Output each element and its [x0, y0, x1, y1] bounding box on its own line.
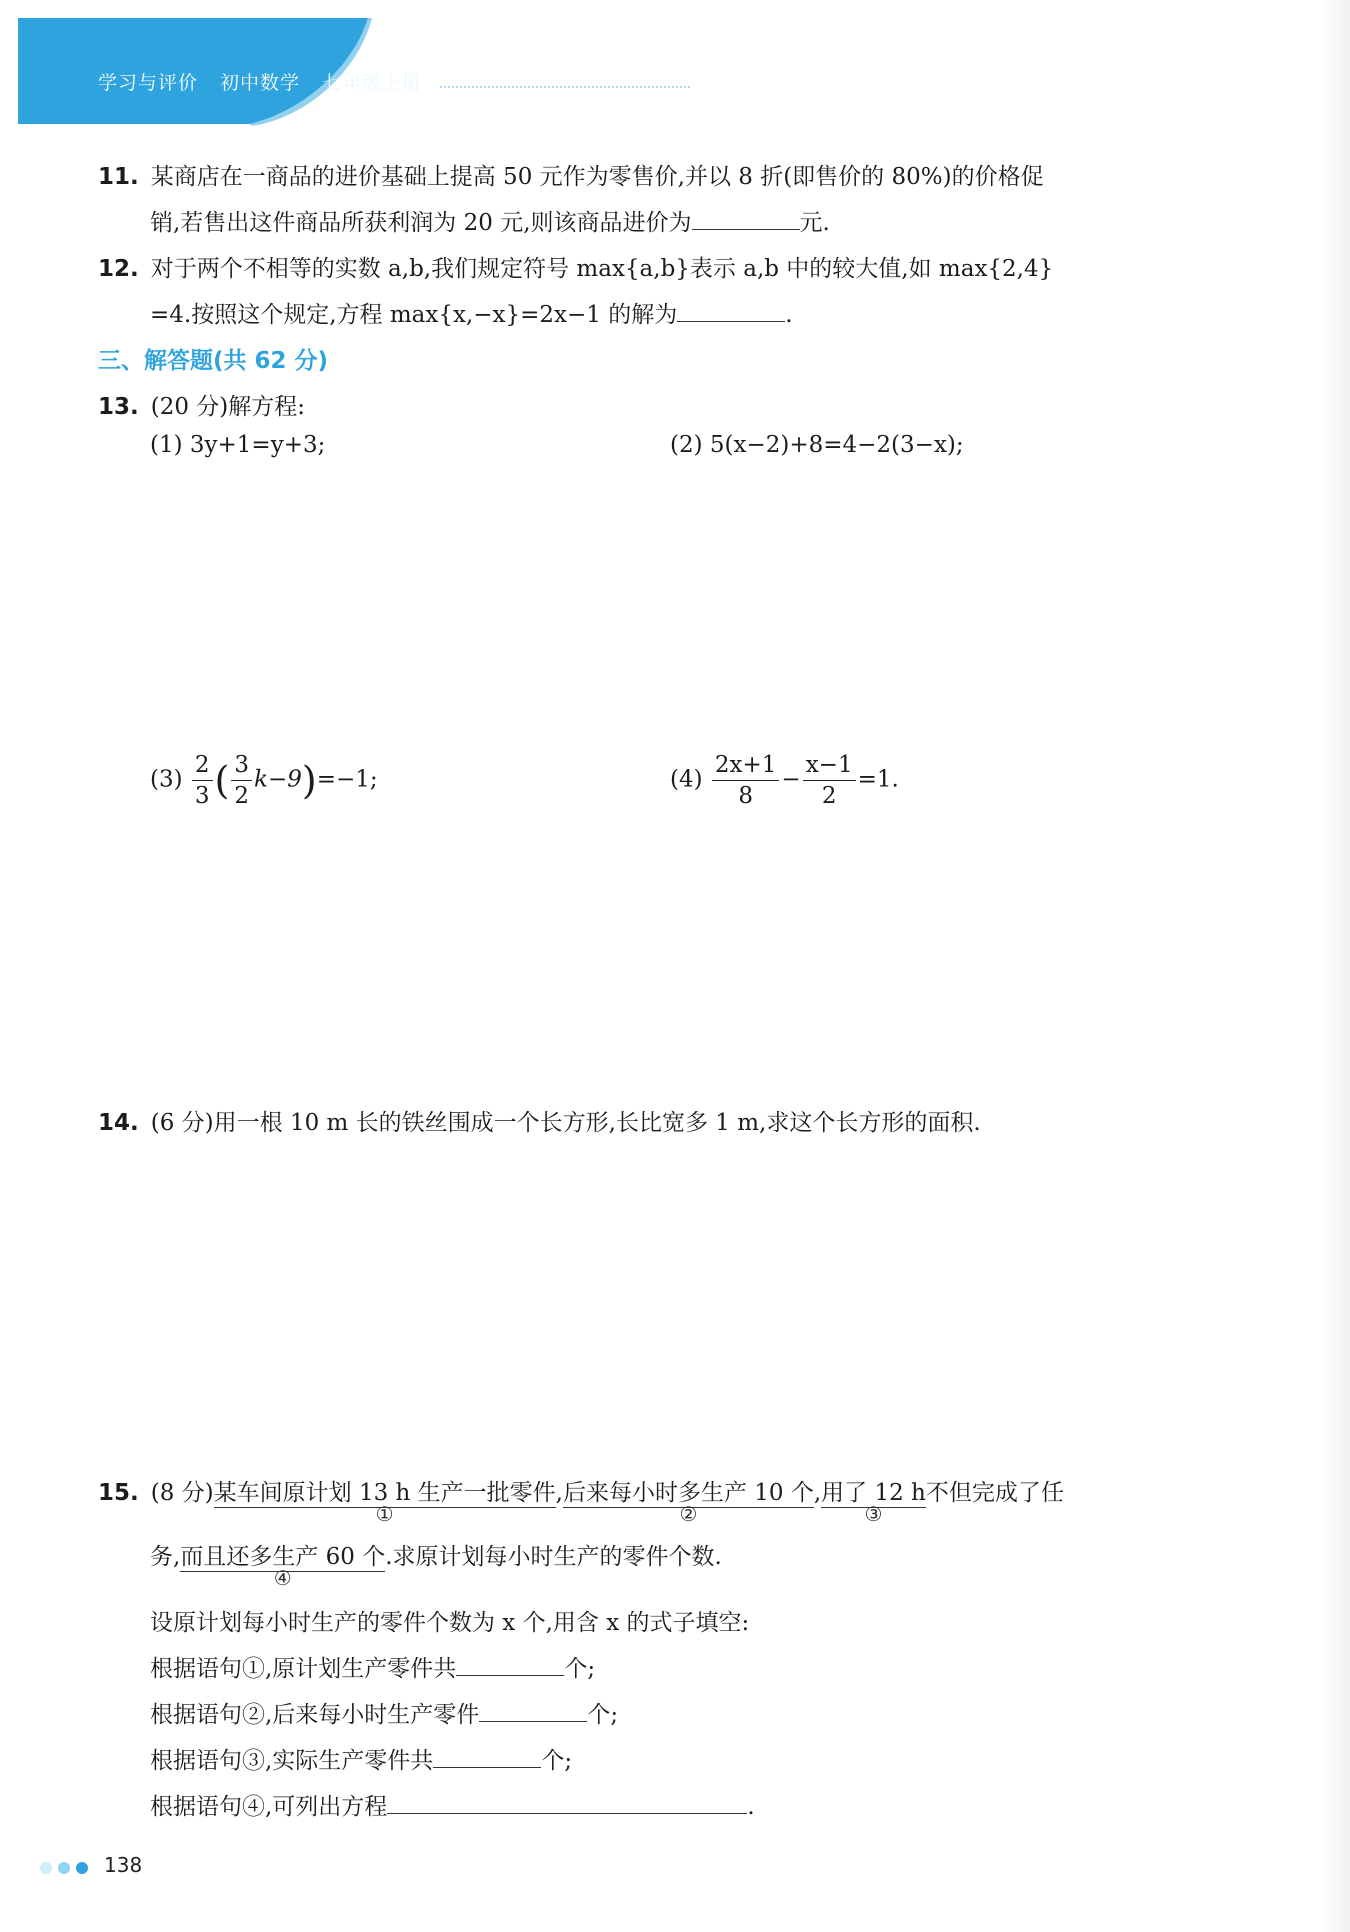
q11-unit: 元. — [799, 210, 830, 236]
q11-text-line1: 某商店在一商品的进价基础上提高 50 元作为零售价,并以 8 折(即售价的 80%)的价格促 — [150, 164, 1044, 190]
section-title: 三、解答题(共 62 分) — [98, 348, 329, 374]
fraction-denominator: 2 — [234, 783, 250, 809]
q15-line1 — [98, 1474, 1064, 1526]
fraction-numerator: x−1 — [803, 750, 856, 781]
header-band — [0, 0, 1350, 140]
q12-text-line2: =4.按照这个规定,方程 max{x,−x}=2x−1 的解为 — [150, 302, 678, 328]
q15-fill-1-text: 根据语句①,原计划生产零件共 — [150, 1656, 457, 1682]
q15-line2-tail: .求原计划每小时生产的零件个数. — [385, 1544, 722, 1570]
q15-number: 15. — [98, 1480, 139, 1506]
fraction-denominator: 8 — [738, 783, 753, 809]
q15-fill-2-blank[interactable] — [479, 1699, 587, 1722]
q12-number: 12. — [98, 256, 139, 282]
q15-statement-1-text: 某车间原计划 13 h 生产一批零件 — [213, 1480, 556, 1506]
q12-line2 — [150, 296, 793, 329]
q11-line1 — [98, 158, 1044, 191]
q14-text: (6 分)用一根 10 m 长的铁丝围成一个长方形,长比宽多 1 m,求这个长方形的面积. — [150, 1110, 981, 1136]
q15-fill-3-blank[interactable] — [433, 1745, 541, 1768]
fraction-denominator: 2 — [821, 783, 837, 809]
fraction-numerator: 2 — [192, 750, 213, 781]
q13-part4-fraction1 — [712, 750, 780, 811]
header-dotted-line — [440, 86, 690, 90]
q12-text-line1: 对于两个不相等的实数 a,b,我们规定符号 max{a,b}表示 a,b 中的较大值,如 max{2,4} — [150, 256, 1054, 282]
q13-part3-fraction-inner — [231, 750, 252, 811]
q11-number: 11. — [98, 164, 139, 190]
q13-part4-rhs: =1. — [857, 766, 899, 793]
q15-marker-1: ① — [375, 1502, 394, 1526]
q15-statement-4 — [180, 1538, 386, 1590]
q13-number: 13. — [98, 394, 139, 420]
minus-sign: − — [781, 766, 801, 793]
q15-statement-2 — [562, 1474, 814, 1526]
q15-marker-3: ③ — [864, 1502, 883, 1526]
fraction-numerator: 3 — [231, 750, 252, 781]
q13-part4-label: (4) — [670, 766, 703, 793]
q13-title: (20 分)解方程: — [150, 394, 306, 420]
q13-part1: (1) 3y+1=y+3; — [150, 432, 326, 458]
q15-line2 — [150, 1538, 722, 1590]
q15-fill-3-text: 根据语句③,实际生产零件共 — [150, 1748, 434, 1774]
q15-fill-1 — [150, 1650, 595, 1683]
q13-part2: (2) 5(x−2)+8=4−2(3−x); — [670, 432, 964, 458]
q13-part4-fraction2 — [803, 750, 856, 811]
q15-comma: , — [555, 1480, 563, 1506]
q15-line1-tail: 不但完成了任 — [925, 1480, 1064, 1506]
q15-statement-4-text: 而且还多生产 60 个 — [180, 1544, 386, 1570]
fraction-denominator: 3 — [194, 783, 210, 809]
page-edge-shade — [1320, 0, 1350, 1932]
q15-fill-2-text: 根据语句②,后来每小时生产零件 — [150, 1702, 480, 1728]
q15-score: (8 分) — [150, 1480, 214, 1506]
q13-part3-tail: k−9 — [254, 766, 302, 793]
q15-statement-3 — [821, 1474, 926, 1526]
q13-part3-rhs: =−1; — [316, 766, 378, 793]
q11-text-line2: 销,若售出这件商品所获利润为 20 元,则该商品进价为 — [150, 210, 692, 236]
q15-equation-blank[interactable] — [387, 1791, 747, 1814]
q12-answer-blank[interactable] — [677, 299, 785, 322]
q15-fill-3 — [150, 1742, 572, 1775]
q15-statement-2-text: 后来每小时多生产 10 个 — [562, 1480, 814, 1506]
q14-number: 14. — [98, 1110, 139, 1136]
footer-dot — [58, 1862, 70, 1874]
header-book-series: 学习与评价 — [98, 72, 199, 94]
q14 — [98, 1104, 981, 1137]
q15-fill-4 — [150, 1788, 755, 1821]
q15-fill-4-period: . — [747, 1794, 755, 1820]
q13-part3 — [150, 750, 378, 811]
q15-fill-1-blank[interactable] — [456, 1653, 564, 1676]
q15-statement-1 — [213, 1474, 556, 1526]
q15-setup: 设原计划每小时生产的零件个数为 x 个,用含 x 的式子填空: — [150, 1610, 750, 1636]
footer-dot — [40, 1862, 52, 1874]
footer-dot — [76, 1862, 88, 1874]
q15-fill-4-text: 根据语句④,可列出方程 — [150, 1794, 388, 1820]
q15-marker-4: ④ — [273, 1566, 292, 1590]
q15-marker-2: ② — [679, 1502, 698, 1526]
q13-part4 — [670, 750, 899, 811]
q15-fill-1-unit: 个; — [564, 1656, 596, 1682]
q13-part3-fraction-outer — [192, 750, 213, 811]
fraction-numerator: 2x+1 — [712, 750, 780, 781]
header-grade: 七年级上册 — [322, 72, 423, 94]
q15-fill-2-unit: 个; — [587, 1702, 619, 1728]
q12-period: . — [785, 302, 793, 328]
right-paren: ) — [301, 758, 317, 803]
q15-statement-3-text: 用了 12 h — [821, 1480, 926, 1506]
q15-comma: , — [813, 1480, 822, 1506]
q13-part3-label: (3) — [150, 766, 183, 793]
q15-line2-head: 务, — [150, 1544, 181, 1570]
q11-line2 — [150, 204, 830, 237]
q15-fill-2 — [150, 1696, 618, 1729]
footer-dots — [40, 1862, 88, 1874]
header-title — [98, 68, 422, 95]
header-subject: 初中数学 — [220, 72, 301, 94]
q15-fill-3-unit: 个; — [541, 1748, 573, 1774]
q12-line1 — [98, 250, 1053, 283]
left-paren: ( — [214, 758, 230, 803]
q11-answer-blank[interactable] — [692, 207, 800, 230]
q13-heading — [98, 388, 305, 421]
page-number: 138 — [104, 1853, 143, 1877]
